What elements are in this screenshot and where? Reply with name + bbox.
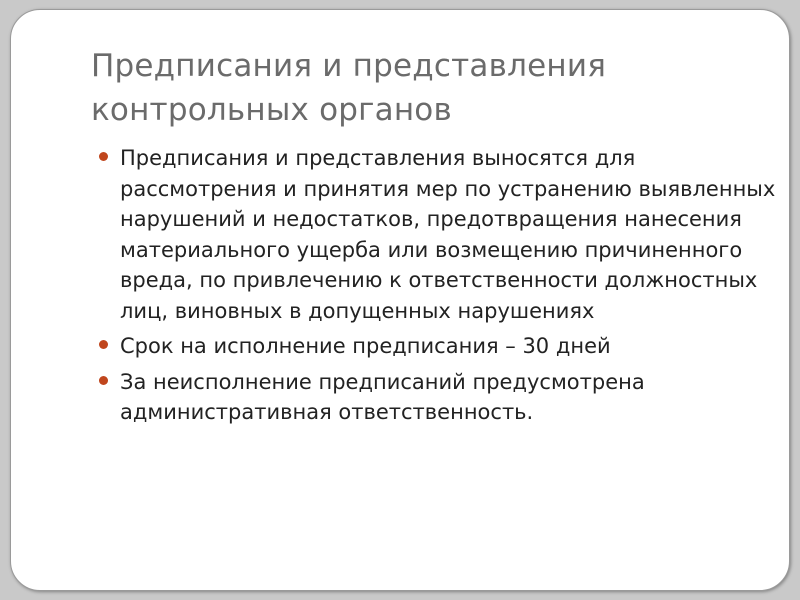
bullet-text: Срок на исполнение предписания – 30 дней [120,334,611,358]
slide [10,9,790,591]
bullet-item [99,367,779,428]
bullet-dot-icon [99,376,108,385]
bullet-item [99,331,779,362]
bullet-item [99,143,779,326]
bullet-text: За неисполнение предписаний предусмотрена административная ответственность. [120,369,645,424]
bullet-dot-icon [99,152,108,161]
bullet-list [99,143,779,433]
slide-title: Предписания и представления контрольных органов [91,48,607,128]
bullet-dot-icon [99,340,108,349]
bullet-text: Предписания и представления выносятся для рассмотрения и принятия мер по устранению выявленных нарушений и недостатков, предотвращения нанесения материального ущерба или возмещению причиненного вреда, по привлечению к ответственности должностных лиц, виновных в допущенных нарушениях [120,146,776,323]
